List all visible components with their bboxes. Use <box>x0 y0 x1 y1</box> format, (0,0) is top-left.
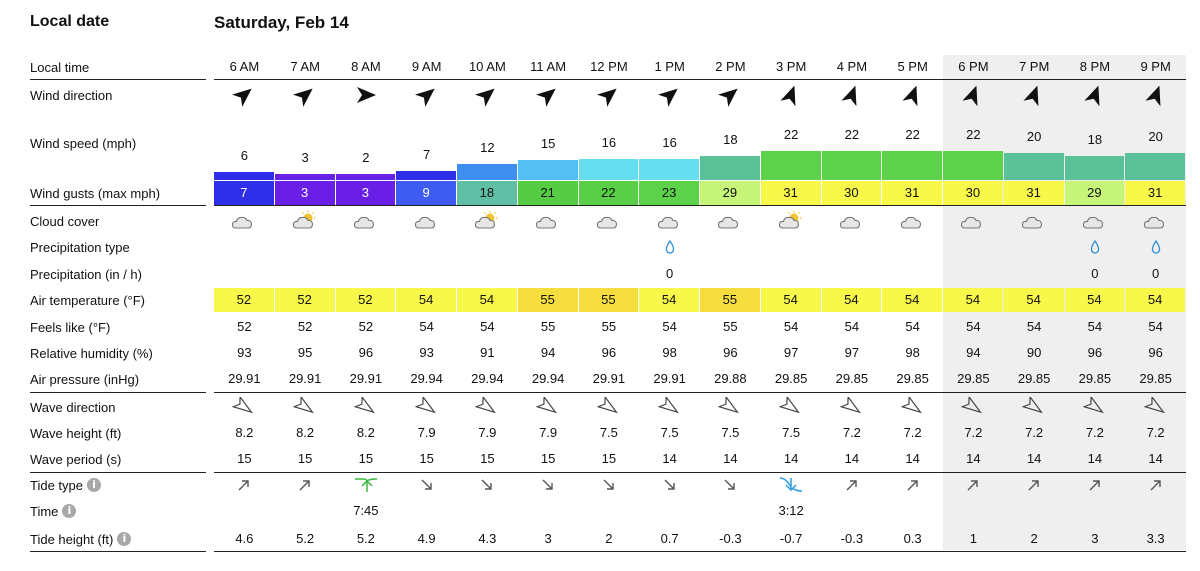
air-pressure-value: 29.85 <box>957 371 990 386</box>
wind-direction-arrow-icon <box>457 83 518 107</box>
wave-period-value: 14 <box>723 451 738 466</box>
hour-label: 12 PM <box>590 59 628 74</box>
tide-height-value: 1 <box>969 531 977 546</box>
row-wind-direction-label-text: Wind direction <box>30 87 113 103</box>
wind-speed-bar <box>1065 156 1125 180</box>
wind-direction-arrow-icon <box>822 83 883 107</box>
wave-period-value: 15 <box>297 451 313 466</box>
hour-label: 3 PM <box>775 59 807 74</box>
wind-speed-value: 22 <box>966 127 981 142</box>
air-temperature-cell: 54 <box>396 288 456 312</box>
row-wave-direction-label-text: Wave direction <box>30 399 116 415</box>
hour-label: 10 AM <box>468 59 506 74</box>
wave-direction-arrow-icon <box>518 397 579 417</box>
air-pressure-value: 29.94 <box>531 371 565 386</box>
wind-speed-bar <box>1125 153 1185 180</box>
wind-speed-value: 18 <box>723 132 738 147</box>
row-wind-gusts-label <box>30 184 160 202</box>
row-wind-speed-label <box>30 134 136 152</box>
wind-speed-value: 2 <box>362 150 370 165</box>
wave-height-value: 8.2 <box>235 425 254 440</box>
air-pressure-value: 29.85 <box>1017 371 1051 386</box>
wind-speed-bar <box>214 172 274 180</box>
wave-height-value: 7.9 <box>417 425 436 440</box>
feels-like-value: 54 <box>1087 319 1103 334</box>
humidity-value: 93 <box>419 345 434 360</box>
wind-speed-value: 22 <box>783 127 799 142</box>
hour-label: 4 PM <box>836 59 868 74</box>
wave-direction-arrow-icon <box>700 397 761 417</box>
row-precipitation-label <box>30 265 142 283</box>
wave-period-value: 14 <box>966 451 981 466</box>
wave-period-value: 14 <box>1087 451 1103 466</box>
feels-like-value: 54 <box>662 319 677 334</box>
cloud-icon <box>579 211 640 231</box>
wave-height-value: 7.5 <box>660 425 679 440</box>
wind-speed-value: 16 <box>601 135 617 150</box>
air-pressure-value: 29.91 <box>228 371 261 386</box>
feels-like-value: 52 <box>237 319 252 334</box>
wave-period-value: 15 <box>358 451 374 466</box>
air-pressure-value: 29.85 <box>896 371 929 386</box>
wind-direction-arrow-icon <box>275 83 336 107</box>
wind-direction-arrow-icon <box>518 83 579 107</box>
cloud-icon <box>214 211 275 231</box>
row-air-temperature-label <box>30 291 145 309</box>
cloud-icon <box>700 211 761 231</box>
wind-speed-value: 16 <box>662 135 677 150</box>
humidity-value: 97 <box>844 345 860 360</box>
humidity-value: 95 <box>297 345 313 360</box>
feels-like-value: 54 <box>844 319 860 334</box>
feels-like-value: 54 <box>480 319 495 334</box>
cloud-icon <box>822 211 883 231</box>
air-pressure-value: 29.91 <box>349 371 383 386</box>
wind-speed-bar <box>943 151 1003 180</box>
hour-label: 7 PM <box>1018 59 1050 74</box>
tide-height-value: 2 <box>605 531 613 546</box>
wave-period-value: 15 <box>237 451 252 466</box>
row-divider <box>214 205 1186 206</box>
air-temperature-cell: 54 <box>1004 288 1064 312</box>
wave-period-value: 14 <box>1148 451 1163 466</box>
wind-direction-arrow-icon <box>700 83 761 107</box>
row-local-time-label-text: Local time <box>30 59 90 75</box>
wind-speed-value: 7 <box>423 147 431 162</box>
row-humidity-label <box>30 344 153 362</box>
cloud-icon <box>882 211 943 231</box>
tide-rising-icon <box>882 477 943 493</box>
air-temperature-cell: 52 <box>214 288 274 312</box>
air-temperature-cell: 54 <box>1125 288 1185 312</box>
wave-direction-arrow-icon <box>1125 397 1186 417</box>
tide-height-value: 5.2 <box>296 531 315 546</box>
wind-gust-cell: 18 <box>457 181 517 205</box>
info-icon[interactable]: i <box>117 532 131 546</box>
row-wave-period-label-text: Wave period (s) <box>30 451 122 467</box>
hour-label: 9 PM <box>1140 59 1171 74</box>
hour-label: 7 AM <box>290 59 320 74</box>
wind-gust-cell: 30 <box>943 181 1003 205</box>
air-temperature-cell: 54 <box>639 288 699 312</box>
wind-gust-cell: 22 <box>579 181 639 205</box>
row-wind-gusts-label-text: Wind gusts (max mph) <box>30 185 161 201</box>
row-cloud-cover-label-text: Cloud cover <box>30 213 100 229</box>
wind-direction-arrow-icon <box>1065 83 1126 107</box>
wind-direction-arrow-icon <box>639 83 700 107</box>
tide-falling-icon <box>579 477 640 493</box>
wind-direction-arrow-icon <box>882 83 943 107</box>
wind-gust-cell: 31 <box>1004 181 1064 205</box>
tide-falling-icon <box>700 477 761 493</box>
wind-direction-arrow-icon <box>761 83 822 107</box>
tide-high-icon <box>336 476 397 494</box>
wind-gust-cell: 29 <box>1065 181 1125 205</box>
wind-speed-bar <box>882 151 942 180</box>
row-feels-like-label-text: Feels like (°F) <box>30 319 111 335</box>
feels-like-value: 52 <box>358 319 374 334</box>
precipitation-value: 0 <box>1091 266 1099 281</box>
rain-drop-icon <box>1125 240 1186 254</box>
feels-like-value: 54 <box>905 319 920 334</box>
wind-speed-value: 18 <box>1087 132 1103 147</box>
tide-height-value: 5.2 <box>356 531 375 546</box>
humidity-value: 93 <box>237 345 252 360</box>
row-divider <box>30 392 206 393</box>
row-divider <box>214 392 1186 393</box>
row-wave-height-label-text: Wave height (ft) <box>30 425 122 441</box>
tide-height-value: 3 <box>1091 531 1099 546</box>
air-pressure-value: 29.85 <box>1139 371 1172 386</box>
feels-like-value: 54 <box>419 319 434 334</box>
feels-like-value: 54 <box>966 319 981 334</box>
feels-like-value: 52 <box>297 319 313 334</box>
air-pressure-value: 29.85 <box>1078 371 1112 386</box>
row-tide-height-label-text: Tide height (ft) <box>30 531 114 547</box>
air-pressure-value: 29.91 <box>592 371 626 386</box>
air-temperature-cell: 52 <box>336 288 396 312</box>
row-tide-height-label <box>30 530 131 548</box>
air-pressure-value: 29.85 <box>774 371 808 386</box>
wave-direction-arrow-icon <box>639 397 700 417</box>
wave-direction-arrow-icon <box>1004 397 1065 417</box>
row-divider <box>214 551 1186 552</box>
wind-direction-arrow-icon <box>1125 83 1186 107</box>
wave-direction-arrow-icon <box>275 397 336 417</box>
wind-gust-cell: 31 <box>761 181 821 205</box>
date-label: Local date <box>30 13 110 30</box>
wave-height-value: 7.2 <box>1025 425 1044 440</box>
tide-rising-icon <box>1004 477 1065 493</box>
air-pressure-value: 29.85 <box>835 371 869 386</box>
wave-direction-arrow-icon <box>457 397 518 417</box>
air-temperature-cell: 55 <box>518 288 578 312</box>
row-tide-time-label-text: Time <box>30 503 59 519</box>
wave-direction-arrow-icon <box>214 397 275 417</box>
air-temperature-cell: 55 <box>700 288 760 312</box>
wave-height-value: 7.2 <box>903 425 922 440</box>
cloud-icon <box>518 211 579 231</box>
tide-height-value: 3.3 <box>1146 531 1165 546</box>
row-divider <box>30 551 206 552</box>
row-air-pressure-label <box>30 370 139 388</box>
cloud-icon <box>396 211 457 231</box>
cloud-icon <box>1004 211 1065 231</box>
wind-speed-bar <box>639 159 699 180</box>
hour-label: 2 PM <box>715 59 746 74</box>
feels-like-value: 54 <box>783 319 799 334</box>
row-divider <box>214 79 1186 80</box>
air-temperature-cell: 52 <box>275 288 335 312</box>
tide-low-icon <box>761 476 822 494</box>
hour-label: 1 PM <box>654 59 685 74</box>
humidity-value: 90 <box>1026 345 1042 360</box>
wind-gust-cell: 23 <box>639 181 699 205</box>
wind-gust-cell: 3 <box>336 181 396 205</box>
wind-speed-value: 20 <box>1026 129 1042 144</box>
wave-height-value: 8.2 <box>356 425 375 440</box>
hour-label: 6 AM <box>229 59 260 74</box>
wave-period-value: 15 <box>419 451 434 466</box>
wave-height-value: 7.5 <box>599 425 618 440</box>
hour-label: 11 AM <box>530 59 567 74</box>
air-pressure-value: 29.91 <box>653 371 686 386</box>
tide-height-value: 0.3 <box>903 531 922 546</box>
air-pressure-value: 29.94 <box>410 371 443 386</box>
row-precip-type-label-text: Precipitation type <box>30 239 130 255</box>
row-local-time-label <box>30 58 89 76</box>
wave-period-value: 14 <box>783 451 799 466</box>
wave-height-value: 7.5 <box>782 425 801 440</box>
wave-period-value: 14 <box>905 451 920 466</box>
wave-height-value: 7.2 <box>842 425 861 440</box>
cloud-icon <box>639 211 700 231</box>
wave-height-value: 7.2 <box>1146 425 1165 440</box>
humidity-value: 96 <box>1087 345 1103 360</box>
humidity-value: 97 <box>783 345 799 360</box>
air-temperature-cell: 54 <box>761 288 821 312</box>
wave-direction-arrow-icon <box>882 397 943 417</box>
air-temperature-cell: 54 <box>882 288 942 312</box>
feels-like-value: 54 <box>1026 319 1042 334</box>
partly-cloudy-icon <box>275 211 336 231</box>
row-tide-type-label-text: Tide type <box>30 477 83 493</box>
hour-label: 8 PM <box>1079 59 1111 74</box>
air-temperature-cell: 54 <box>1065 288 1125 312</box>
rain-drop-icon <box>639 240 700 254</box>
wind-speed-bar <box>700 156 760 180</box>
wind-gust-cell: 29 <box>700 181 760 205</box>
wind-gust-cell: 31 <box>1125 181 1185 205</box>
row-precip-type-label <box>30 238 130 256</box>
feels-like-value: 54 <box>1148 319 1163 334</box>
row-wave-height-label <box>30 424 121 442</box>
row-air-pressure-label-text: Air pressure (inHg) <box>30 371 140 387</box>
feels-like-value: 55 <box>540 319 556 334</box>
wind-direction-arrow-icon <box>1004 83 1065 107</box>
tide-rising-icon <box>1125 477 1186 493</box>
hour-label: 8 AM <box>351 59 381 74</box>
wind-speed-bar <box>457 164 517 180</box>
tide-falling-icon <box>457 477 518 493</box>
tide-rising-icon <box>822 477 883 493</box>
cloud-icon <box>943 211 1004 231</box>
wind-speed-bar <box>336 174 396 180</box>
tide-falling-icon <box>518 477 579 493</box>
wind-speed-value: 15 <box>540 136 556 151</box>
row-precipitation-label-text: Precipitation (in / h) <box>30 266 142 282</box>
wind-speed-bar <box>396 171 456 180</box>
wind-speed-value: 12 <box>480 140 495 155</box>
wind-gust-cell: 21 <box>518 181 578 205</box>
wave-direction-arrow-icon <box>579 397 640 417</box>
air-temperature-cell: 54 <box>457 288 517 312</box>
wave-period-value: 15 <box>601 451 617 466</box>
tide-height-value: -0.7 <box>779 531 803 546</box>
row-cloud-cover-label <box>30 212 99 230</box>
wind-direction-arrow-icon <box>943 83 1004 107</box>
tide-height-value: 4.3 <box>478 531 497 546</box>
tide-height-value: -0.3 <box>719 531 742 546</box>
wind-direction-arrow-icon <box>214 83 275 107</box>
cloud-icon <box>336 211 397 231</box>
row-wind-direction-label <box>30 86 112 104</box>
tide-height-value: 4.9 <box>417 531 436 546</box>
wind-gust-cell: 31 <box>882 181 942 205</box>
air-temperature-cell: 55 <box>579 288 639 312</box>
wind-speed-bar <box>579 159 639 180</box>
row-feels-like-label <box>30 318 110 336</box>
tide-height-value: 3 <box>544 531 552 546</box>
air-temperature-cell: 54 <box>822 288 882 312</box>
info-icon[interactable]: i <box>62 504 76 518</box>
tide-height-value: 2 <box>1030 531 1038 546</box>
wave-period-value: 14 <box>1026 451 1042 466</box>
row-wave-direction-label <box>30 398 116 416</box>
tide-height-value: 0.7 <box>660 531 679 546</box>
humidity-value: 91 <box>480 345 495 360</box>
row-wind-speed-label-text: Wind speed (mph) <box>30 135 137 151</box>
wave-height-value: 8.2 <box>296 425 315 440</box>
row-divider <box>214 472 1186 473</box>
row-divider <box>30 79 206 80</box>
tide-rising-icon <box>214 477 275 493</box>
wave-height-value: 7.9 <box>478 425 497 440</box>
row-humidity-label-text: Relative humidity (%) <box>30 345 153 361</box>
wind-speed-value: 22 <box>905 127 920 142</box>
wind-gust-cell: 9 <box>396 181 456 205</box>
wave-height-value: 7.2 <box>1085 425 1104 440</box>
wave-height-value: 7.9 <box>539 425 558 440</box>
humidity-value: 96 <box>358 345 374 360</box>
air-pressure-value: 29.91 <box>288 371 322 386</box>
wave-direction-arrow-icon <box>336 397 397 417</box>
wind-speed-bar <box>518 160 578 180</box>
partly-cloudy-icon <box>457 211 518 231</box>
wind-speed-bar <box>822 151 882 180</box>
wind-speed-value: 3 <box>301 150 309 165</box>
humidity-value: 96 <box>723 345 738 360</box>
precipitation-value: 0 <box>666 266 674 281</box>
hour-label: 5 PM <box>897 59 928 74</box>
row-divider <box>30 205 206 206</box>
rain-drop-icon <box>1065 240 1126 254</box>
precipitation-value: 0 <box>1152 266 1160 281</box>
tide-time-value: 3:12 <box>778 503 804 518</box>
wind-speed-bar <box>761 151 821 180</box>
tide-height-value: 4.6 <box>235 531 254 546</box>
air-temperature-cell: 54 <box>943 288 1003 312</box>
feels-like-value: 55 <box>723 319 738 334</box>
feels-like-value: 55 <box>601 319 617 334</box>
humidity-value: 98 <box>905 345 920 360</box>
wind-speed-value: 20 <box>1148 129 1163 144</box>
humidity-value: 96 <box>1148 345 1163 360</box>
tide-rising-icon <box>275 477 336 493</box>
tide-height-value: -0.3 <box>840 531 864 546</box>
wave-direction-arrow-icon <box>943 397 1004 417</box>
wave-period-value: 14 <box>844 451 860 466</box>
wave-height-value: 7.5 <box>721 425 740 440</box>
tide-rising-icon <box>943 477 1004 493</box>
row-wave-period-label <box>30 450 121 468</box>
row-tide-type-label <box>30 476 101 494</box>
hour-label: 6 PM <box>958 59 989 74</box>
air-pressure-value: 29.94 <box>471 371 504 386</box>
hour-label: 9 AM <box>411 59 442 74</box>
tide-falling-icon <box>396 477 457 493</box>
row-air-temperature-label-text: Air temperature (°F) <box>30 292 146 308</box>
humidity-value: 94 <box>540 345 556 360</box>
wind-speed-value: 22 <box>844 127 860 142</box>
wind-direction-arrow-icon <box>336 83 397 107</box>
wave-height-value: 7.2 <box>964 425 983 440</box>
cloud-icon <box>1065 211 1126 231</box>
wave-period-value: 15 <box>540 451 556 466</box>
wind-speed-value: 6 <box>240 148 248 163</box>
row-tide-time-label <box>30 502 76 520</box>
tide-falling-icon <box>639 477 700 493</box>
wind-direction-arrow-icon <box>579 83 640 107</box>
wind-speed-bar <box>275 174 335 180</box>
wave-direction-arrow-icon <box>1065 397 1126 417</box>
humidity-value: 98 <box>662 345 677 360</box>
date-value: Saturday, Feb 14 <box>214 13 349 32</box>
row-divider <box>30 472 206 473</box>
wave-direction-arrow-icon <box>761 397 822 417</box>
wind-direction-arrow-icon <box>396 83 457 107</box>
wind-gust-cell: 30 <box>822 181 882 205</box>
humidity-value: 94 <box>966 345 981 360</box>
air-pressure-value: 29.88 <box>714 371 747 386</box>
wave-direction-arrow-icon <box>396 397 457 417</box>
partly-cloudy-icon <box>761 211 822 231</box>
wave-period-value: 15 <box>480 451 495 466</box>
wind-gust-cell: 7 <box>214 181 274 205</box>
tide-rising-icon <box>1065 477 1126 493</box>
wave-direction-arrow-icon <box>822 397 883 417</box>
wave-period-value: 14 <box>662 451 677 466</box>
info-icon[interactable]: i <box>87 478 101 492</box>
wind-gust-cell: 3 <box>275 181 335 205</box>
tide-time-value: 7:45 <box>353 503 379 518</box>
wind-speed-bar <box>1004 153 1064 180</box>
cloud-icon <box>1125 211 1186 231</box>
humidity-value: 96 <box>601 345 617 360</box>
